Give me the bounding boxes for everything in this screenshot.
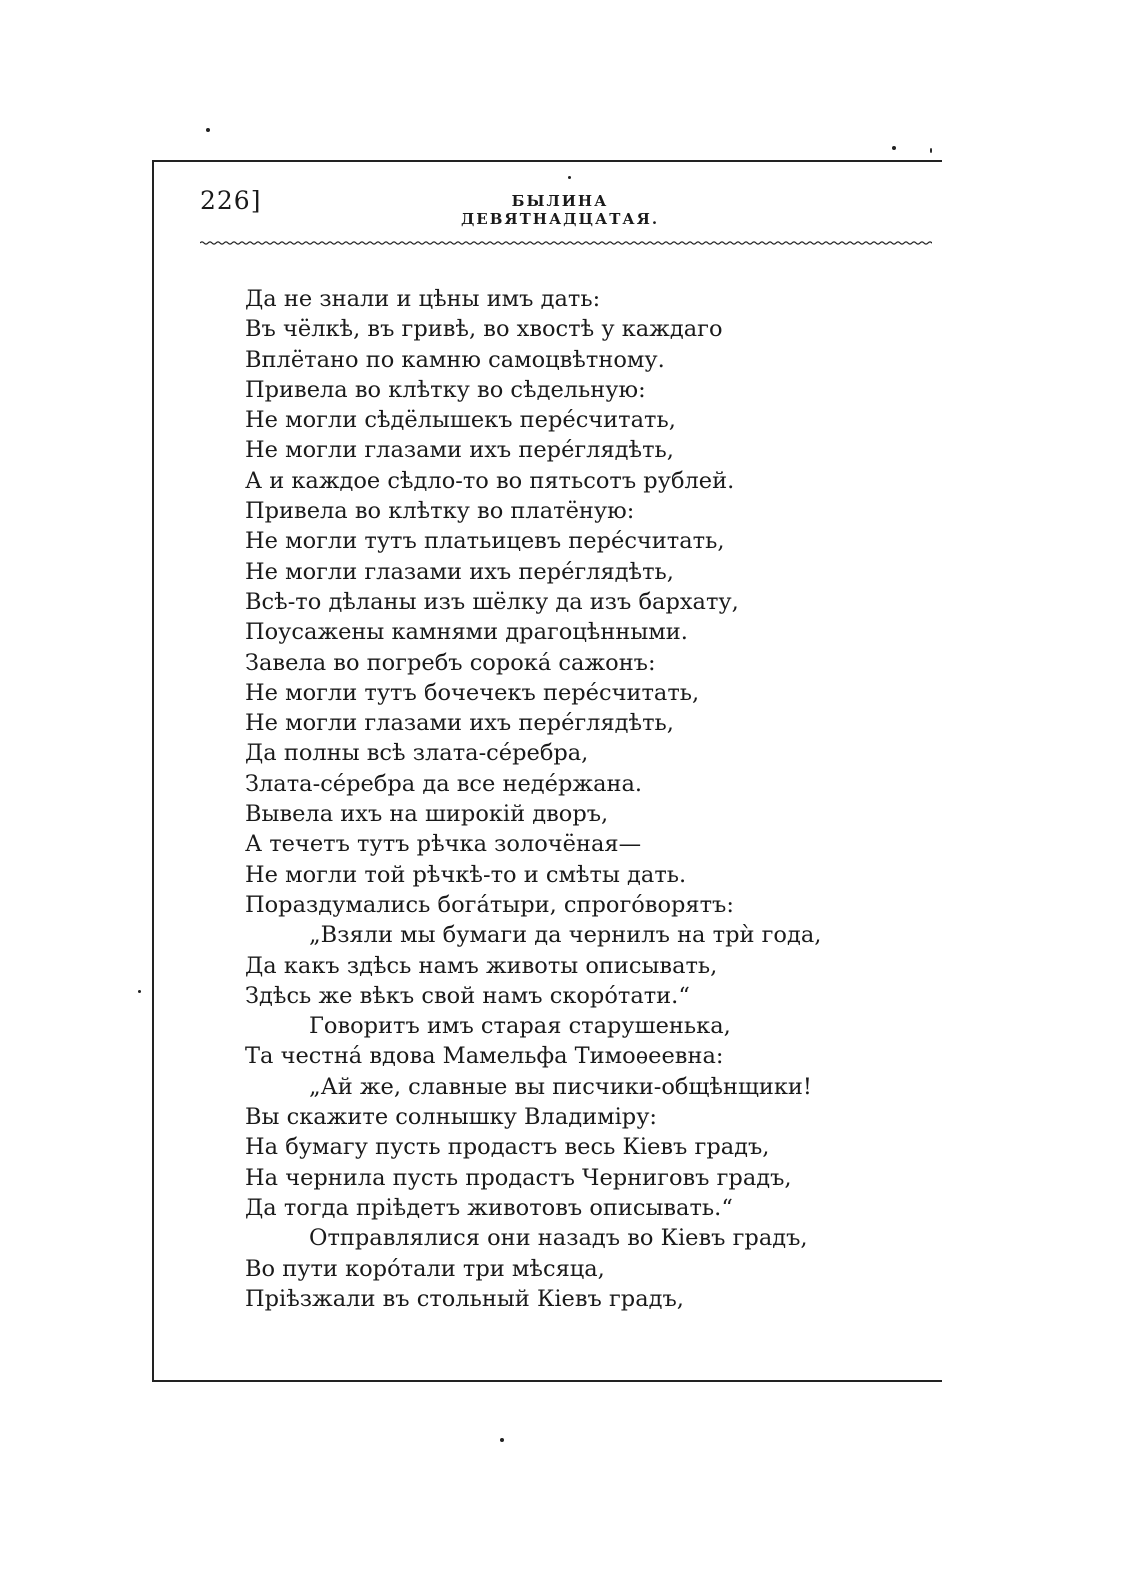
verse-line: Отправлялися они назадъ во Кіевъ градъ, <box>309 1225 808 1252</box>
print-speck <box>500 1438 504 1442</box>
verse-line: Не могли сѣдёлышекъ перéсчитать, <box>245 407 676 434</box>
verse-line: Привела во клѣтку во сѣдельную: <box>245 376 646 403</box>
verse-line: Не могли той рѣчкѣ-то и смѣты дать. <box>245 861 687 888</box>
verse-line: Завела во погребъ сорокá сажонъ: <box>245 649 656 676</box>
verse-line: Злата-сéребра да все недéржана. <box>245 770 643 797</box>
verse-line: Поусажены камнями драгоцѣнными. <box>245 619 688 646</box>
verse-line: Да полны всѣ злата-сéребра, <box>245 740 589 767</box>
verse-line: А и каждое сѣдло-то во пятьсотъ рублей. <box>245 467 735 494</box>
running-header <box>200 186 930 226</box>
verse-line: Да не знали и цѣны имъ дать: <box>245 286 601 312</box>
verse-line: Не могли тутъ платьицевъ перéсчитать, <box>245 528 725 555</box>
wavy-header-rule <box>200 238 932 248</box>
verse-line: Та честнá вдова Мамельфа Тимоѳеевна: <box>245 1043 724 1070</box>
verse-line: Не могли глазами ихъ перéглядѣть, <box>245 437 674 464</box>
verse-line: „Ай же, славные вы писчики-общѣнщики! <box>309 1073 812 1100</box>
print-speck <box>892 146 896 150</box>
print-speck <box>138 990 141 993</box>
verse-line: А течетъ тутъ рѣчка золочёная— <box>245 831 642 858</box>
print-speck <box>206 128 210 132</box>
verse-line: Пораздумались богáтыри, спрогóворятъ: <box>245 891 734 918</box>
verse-line: Привела во клѣтку во платёную: <box>245 498 635 525</box>
page-number: 226] <box>200 186 262 215</box>
verse-line: Вплётано по камню самоцвѣтному. <box>245 346 665 373</box>
verse-line: Не могли глазами ихъ перéглядѣть, <box>245 558 674 585</box>
verse-line: Въ чёлкѣ, въ гривѣ, во хвостѣ у каждаго <box>245 316 723 343</box>
print-speck <box>568 176 571 179</box>
verse-line: Вы скажите солнышку Владиміру: <box>245 1104 658 1131</box>
verse-line: „Взяли мы бумаги да чернилъ на трѝ года, <box>309 922 822 949</box>
verse-line: Не могли глазами ихъ перéглядѣть, <box>245 710 674 737</box>
verse-line: Здѣсь же вѣкъ свой намъ скорóтати.“ <box>245 982 690 1009</box>
verse-line: Во пути корóтали три мѣсяца, <box>245 1255 605 1282</box>
verse-line: Да тогда пріѣдетъ животовъ описывать.“ <box>245 1194 733 1221</box>
verse-line: На бумагу пусть продастъ весь Кіевъ градъ, <box>245 1134 770 1161</box>
print-speck <box>930 148 932 153</box>
verse-line: Говоритъ имъ старая старушенька, <box>309 1013 731 1040</box>
verse-line: Вывела ихъ на широкій дворъ, <box>245 801 609 828</box>
verse-body <box>245 284 895 1314</box>
verse-line: Не могли тутъ бочечекъ перéсчитать, <box>245 679 700 706</box>
running-title: БЫЛИНА ДЕВЯТНАДЦАТАЯ. <box>460 192 660 228</box>
verse-line: Да какъ здѣсь намъ животы описывать, <box>245 952 718 979</box>
verse-line: Всѣ-то дѣланы изъ шёлку да изъ бархату, <box>245 588 739 615</box>
verse-line: На чернила пусть продастъ Черниговъ градъ, <box>245 1164 792 1191</box>
verse-line: Пріѣзжали въ стольный Кіевъ градъ, <box>245 1285 684 1312</box>
